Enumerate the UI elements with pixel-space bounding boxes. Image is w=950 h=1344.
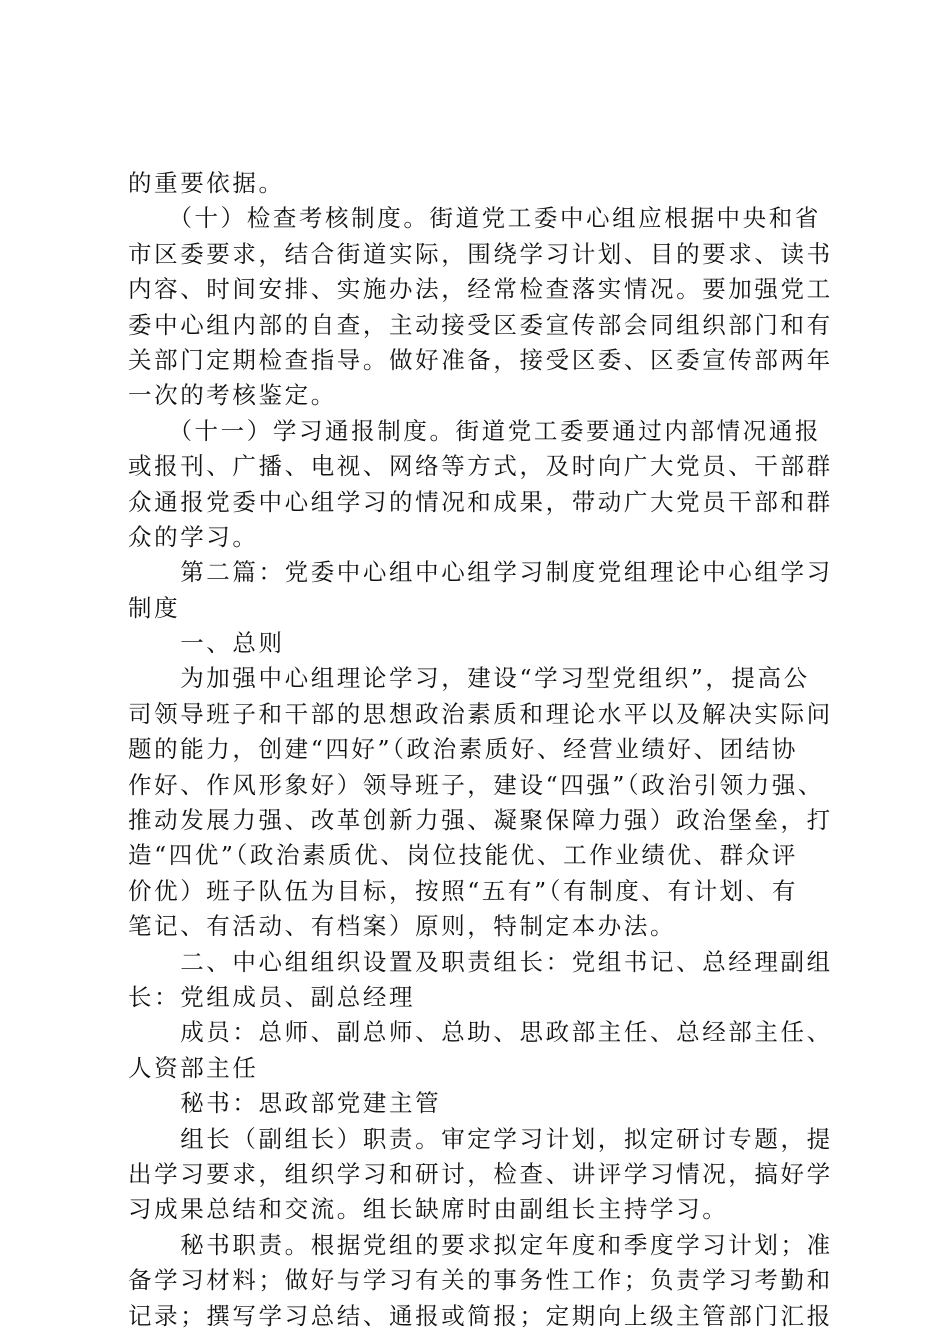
text-line: （十）检查考核制度。街道党工委中心组应根据中央和省 [128,204,821,233]
text-line: 备学习材料；做好与学习有关的事务性工作；负责学习考勤和 [128,1266,833,1295]
text-line: 委中心组内部的自查，主动接受区委宣传部会同组织部门和有 [128,310,833,339]
text-line: 内容、时间安排、实施办法，经常检查落实情况。要加强党工 [128,275,833,304]
text-line: 为加强中心组理论学习，建设“学习型党组织”，提高公 [128,664,810,693]
text-line: 出学习要求，组织学习和研讨，检查、讲评学习情况，搞好学 [128,1159,833,1188]
text-line: 众的学习。 [128,522,259,551]
text-line: 一次的考核鉴定。 [128,381,337,410]
text-line: 题的能力，创建“四好”（政治素质好、经营业绩好、团结协 [128,735,798,764]
text-line: 造“四优”（政治素质优、岗位技能优、工作业绩优、群众评 [128,841,798,870]
document-body [128,166,868,1334]
text-line: 司领导班子和干部的思想政治素质和理论水平以及解决实际问 [128,699,833,728]
text-line: （十一）学习通报制度。街道党工委要通过内部情况通报 [128,416,821,445]
text-line: 笔记、有活动、有档案）原则，特制定本办法。 [128,912,677,941]
text-line: 的重要依据。 [128,169,285,197]
text-line: 成员：总师、副总师、总助、思政部主任、总经部主任、 [128,1018,833,1047]
section-heading-line: 制度 [128,593,181,622]
text-line: 推动发展力强、改革创新力强、凝聚保障力强）政治堡垒，打 [128,806,833,835]
text-line: 作好、作风形象好）领导班子，建设“四强”（政治引领力强、 [128,770,825,799]
text-line: 关部门定期检查指导。做好准备，接受区委、区委宣传部两年 [128,345,833,374]
subsection-heading: 二、中心组组织设置及职责组长：党组书记、总经理副组 [128,947,833,976]
text-line: 秘书职责。根据党组的要求拟定年度和季度学习计划；准 [128,1230,833,1259]
text-line: 长：党组成员、副总经理 [128,982,416,1011]
subsection-heading: 一、总则 [128,629,285,658]
text-line: 组长（副组长）职责。审定学习计划，拟定研讨专题，提 [128,1124,833,1153]
text-line: 价优）班子队伍为目标，按照“五有”（有制度、有计划、有 [128,876,798,905]
text-line: 众通报党委中心组学习的情况和成果，带动广大党员干部和群 [128,487,833,516]
text-line: 秘书：思政部党建主管 [128,1089,442,1118]
text-line: 习成果总结和交流。组长缺席时由副组长主持学习。 [128,1195,729,1224]
text-line: 人资部主任 [128,1053,259,1082]
text-line: 记录；撰写学习总结、通报或简报；定期向上级主管部门汇报 [128,1301,833,1330]
text-line: 或报刊、广播、电视、网络等方式，及时向广大党员、干部群 [128,452,833,481]
section-heading-line: 第二篇：党委中心组中心组学习制度党组理论中心组学习 [128,558,833,587]
text-line: 市区委要求，结合街道实际，围绕学习计划、目的要求、读书 [128,239,833,268]
